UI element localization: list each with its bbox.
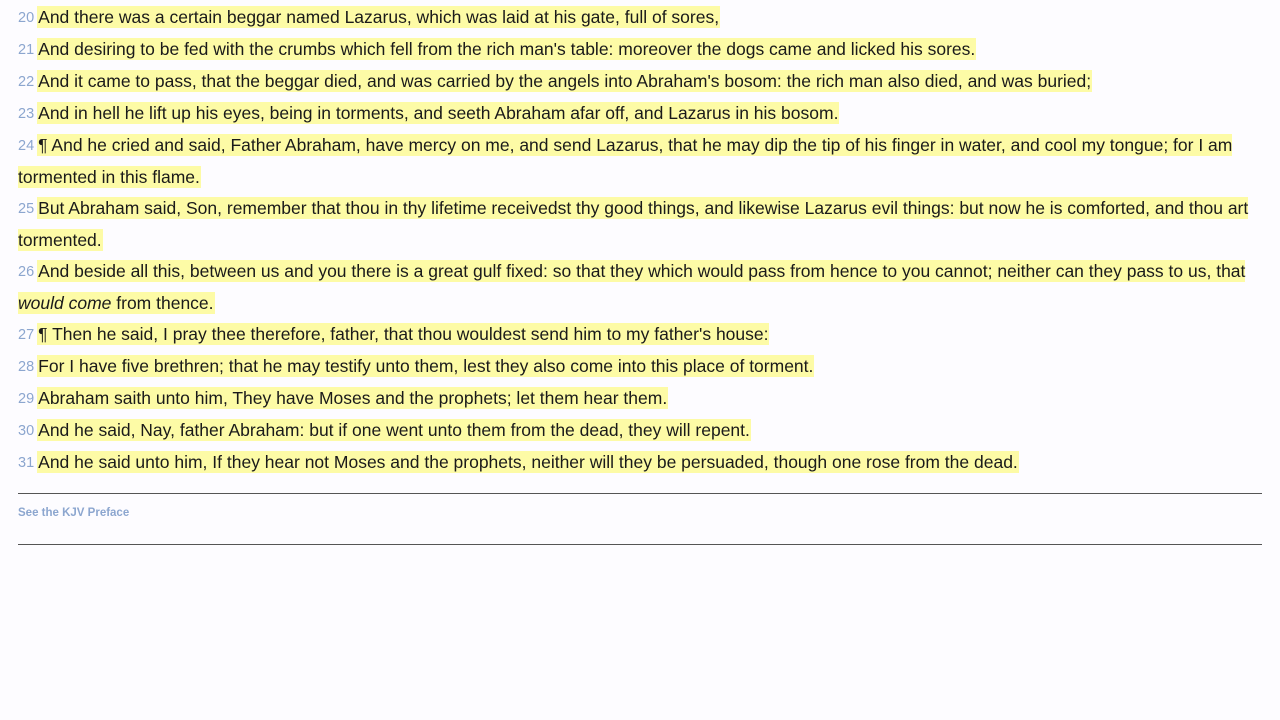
verse [18, 130, 1262, 193]
verse-text: And there was a certain beggar named Lazarus, which was laid at his gate, full of sores, [38, 7, 720, 27]
verse-text: And he said, Nay, father Abraham: but if one went unto them from the dead, they will repent. [38, 420, 750, 440]
verse [18, 2, 1262, 34]
kjv-preface-link[interactable]: See the KJV Preface [18, 507, 130, 519]
verse-number[interactable]: 25 [18, 201, 35, 217]
verse [18, 193, 1262, 256]
verse-number[interactable]: 26 [18, 264, 35, 280]
verse-number[interactable]: 28 [18, 359, 35, 375]
verse [18, 351, 1262, 383]
verse-number[interactable]: 20 [18, 10, 35, 26]
verse [18, 415, 1262, 447]
verse-number[interactable]: 27 [18, 327, 35, 343]
verse-number[interactable]: 29 [18, 391, 35, 407]
verse [18, 98, 1262, 130]
verse-text: But Abraham said, Son, remember that thou in thy lifetime receivedst thy good things, and likewise Lazarus evil things: but now he is comforted, and thou art tormented. [18, 198, 1249, 250]
verse [18, 383, 1262, 415]
verse-text: And beside all this, between us and you there is a great gulf fixed: so that they which would pass from hence to you cannot; neither can they pass to us, that would come from thence. [18, 261, 1246, 313]
verse-list [18, 0, 1262, 479]
verse-number[interactable]: 24 [18, 138, 35, 154]
verse-text: And he said unto him, If they hear not Moses and the prophets, neither will they be persuaded, though one rose from the dead. [38, 452, 1018, 472]
footer-links [18, 494, 1262, 530]
verse-text: And in hell he lift up his eyes, being in torments, and seeth Abraham afar off, and Lazarus in his bosom. [38, 103, 839, 123]
verse-text: And it came to pass, that the beggar died, and was carried by the angels into Abraham's bosom: the rich man also died, and was buried; [38, 71, 1092, 91]
verse-text: ¶ And he cried and said, Father Abraham, have mercy on me, and send Lazarus, that he may dip the tip of his finger in water, and cool my tongue; for I am tormented in this flame. [18, 135, 1233, 187]
verse-number[interactable]: 21 [18, 42, 35, 58]
verse-number[interactable]: 31 [18, 455, 35, 471]
verse [18, 319, 1262, 351]
verse [18, 66, 1262, 98]
verse [18, 256, 1262, 319]
divider-bottom [18, 544, 1262, 545]
verse-text-italic: would come [18, 293, 112, 313]
verse-text: ¶ Then he said, I pray thee therefore, father, that thou wouldest send him to my father's house: [38, 324, 769, 344]
verse-text: And desiring to be fed with the crumbs which fell from the rich man's table: moreover the dogs came and licked his sores. [38, 39, 976, 59]
verse-number[interactable]: 30 [18, 423, 35, 439]
verse-text: For I have five brethren; that he may testify unto them, lest they also come into this place of torment. [38, 356, 814, 376]
verse [18, 34, 1262, 66]
verse-number[interactable]: 22 [18, 74, 35, 90]
verse-text: Abraham saith unto him, They have Moses and the prophets; let them hear them. [38, 388, 668, 408]
verse [18, 447, 1262, 479]
verse-number[interactable]: 23 [18, 106, 35, 122]
